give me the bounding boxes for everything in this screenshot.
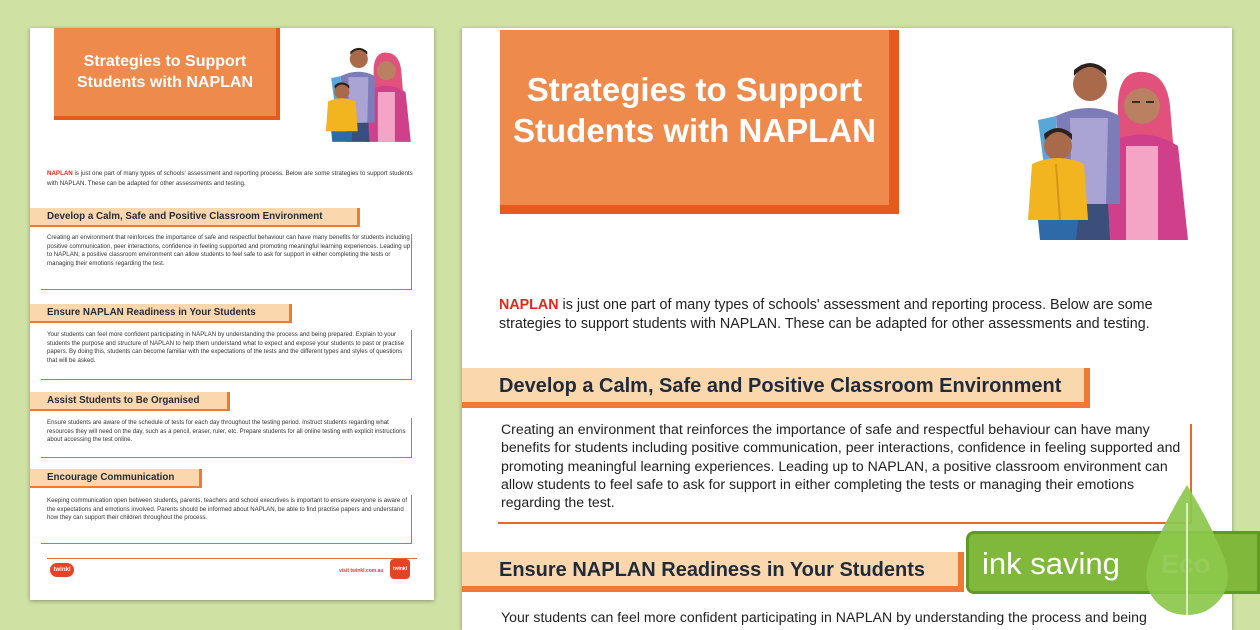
footer-rule [47,558,417,559]
small-page-title: Strategies to Support Students with NAPLAN [54,28,280,120]
small-section-body: Ensure students are aware of the schedule of tests for each day throughout the testing period. Instruct students regarding what resources they will need on the day, such as a pencil, eraser, ruler, etc. Prepare students for all online testing with explicit instructions about accessing the test online. [47,419,406,444]
section-rule [41,543,412,544]
worksheet-preview-small [30,28,434,600]
family-illustration [310,42,414,144]
family-illustration [998,54,1194,242]
section-rule [411,234,412,289]
section-rule [411,418,412,458]
small-section-body: Keeping communication open between students, parents, teachers and school executives is important to ensure everyone is aware of the expectations and emotions involved. Parents should be informed about NAPLAN, be able to find practise papers and understand how they can support their children throughout the process. [47,497,408,522]
large-page-intro: NAPLAN is just one part of many types of schools' assessment and reporting process. Below are some strategies to support students with NAPLAN. These can be adapted for other assessments and testing. [499,297,1153,332]
section-rule [411,330,412,380]
leaf-drop-icon [1138,483,1236,619]
small-section-heading: Develop a Calm, Safe and Positive Classroom Environment [30,208,360,227]
small-section-heading: Assist Students to Be Organised [30,392,230,411]
large-section-heading: Develop a Calm, Safe and Positive Classroom Environment [462,368,1090,408]
section-rule [41,379,412,380]
section-rule [411,495,412,543]
twinkl-logo: twinkl [50,563,74,577]
small-section-heading: Encourage Communication [30,469,202,488]
large-section-body-partial: Your students can feel more confident participating in NAPLAN by understanding the process and being [501,609,1147,625]
large-section-body: Creating an environment that reinforces the importance of safe and respectful behaviour can have many benefits for students including positive communication, peer interactions, confidence in feeling supported and promoting meaningful learning experiences. Leading up to NAPLAN, a positive classroom environment can allow students to feel safe to ask for support in either completing the tests or managing their emotions regarding the test. [501,421,1181,511]
large-section-heading: Ensure NAPLAN Readiness in Your Students [462,552,964,592]
section-rule [41,289,412,290]
small-page-intro: NAPLAN is just one part of many types of schools' assessment and reporting process. Below are some strategies to support students with NAPLAN. These can be adapted for other assessments and testing. [47,170,413,187]
section-rule [41,457,412,458]
eco-badge-text: ink saving [982,546,1120,581]
small-section-body: Creating an environment that reinforces the importance of safe and respectful behaviour can have many benefits for students including positive communication, peer interactions, confidence in feeling supported and promoting meaningful learning experiences. Leading up to NAPLAN, a positive classroom environment can allow students to feel safe to ask for support in either completing the tests or managing their emotions regarding the test. [47,234,411,267]
small-section-body: Your students can feel more confident participating in NAPLAN by understanding the process and being prepared. Explain to your students the purpose and structure of NAPLAN to help them understand what to expect and expose your students to past or practise papers. By doing this, students can become familiar with the expectations of the tests and the different types and styles of questions that will be asked. [47,331,405,364]
footer-url: visit twinkl.com.au [339,568,384,574]
large-page-title: Strategies to Support Students with NAPLAN [500,30,899,214]
section-rule [498,522,1192,524]
twinkl-badge-logo: twinkl [390,559,410,579]
small-section-heading: Ensure NAPLAN Readiness in Your Students [30,304,292,323]
